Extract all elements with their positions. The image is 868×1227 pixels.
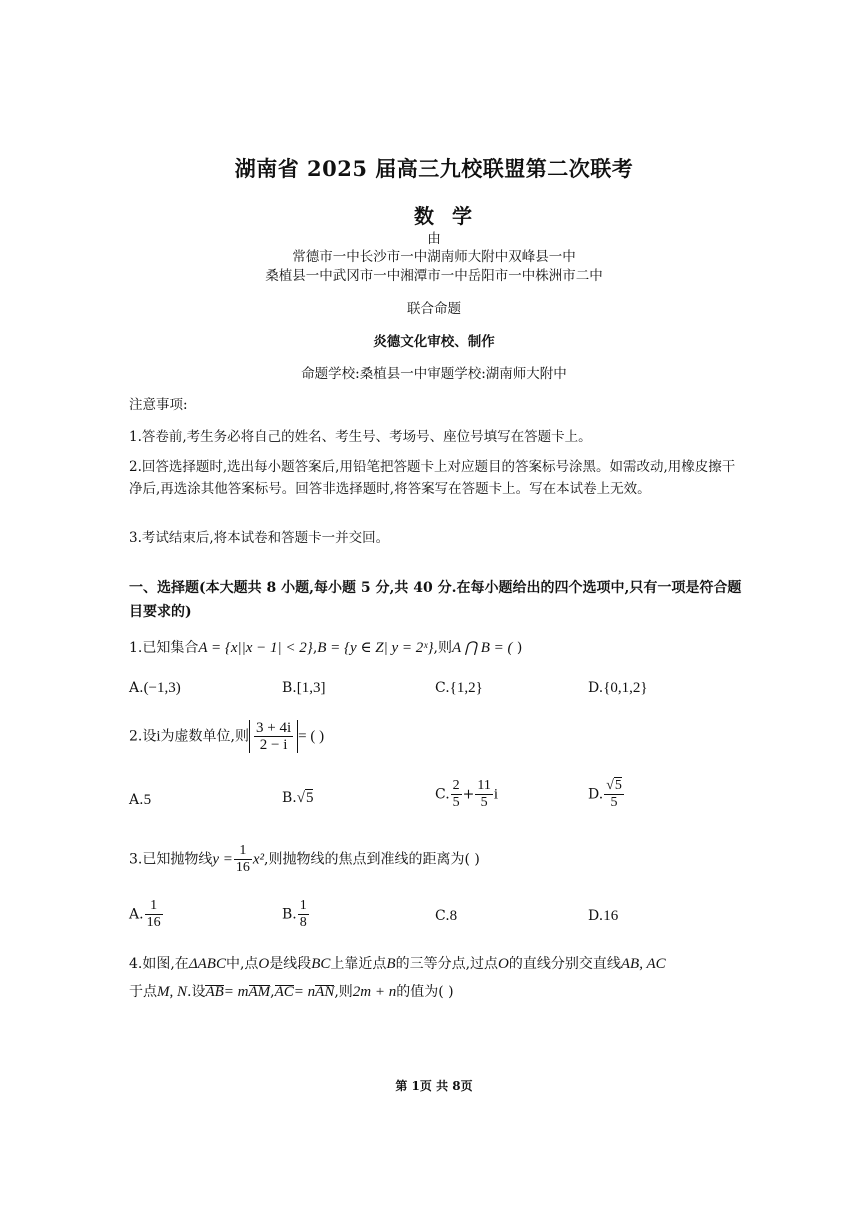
frac-num: 5 [614, 778, 622, 793]
q3-tail: ,则抛物线的焦点到准线的距离为( ) [264, 851, 480, 868]
q2-abs [249, 720, 298, 753]
option-label: C. [435, 786, 450, 803]
frac-den: 8 [299, 915, 307, 930]
question-4-line-2 [129, 981, 454, 1001]
q1-blank: ) [512, 640, 523, 656]
option-value: 5 [143, 792, 152, 808]
q4-text: 的值为( ) [396, 984, 454, 1000]
q4-comma: , [270, 984, 275, 1000]
q2-numerator: 3 + 4i [255, 720, 292, 736]
notes-heading: 注意事项: [129, 397, 188, 413]
option-value: 8 [449, 908, 458, 924]
q4-vector-am: AM [248, 984, 271, 1000]
q3-den: 16 [235, 860, 250, 875]
frac-num: 1 [299, 898, 307, 913]
note-item-3: 3.考试结束后,将本试卷和答题卡一并交回。 [129, 530, 390, 546]
question-1 [129, 637, 522, 657]
q2-option-a [129, 792, 151, 809]
q3-prefix: 3.已知抛物线 [129, 851, 213, 868]
q4-points-mn: M, N [157, 984, 187, 1000]
q1-mid: ,则 [433, 640, 452, 656]
q4-text: 4.如图,在 [129, 956, 189, 972]
option-value: [1,3] [296, 680, 326, 696]
joint-proposition: 联合命题 [407, 301, 461, 317]
q1-option-b [282, 680, 326, 697]
option-label: B. [282, 906, 297, 923]
q4-text: ,则 [334, 984, 353, 1000]
q2-i: i [156, 728, 161, 745]
option-label: A. [129, 680, 144, 696]
frac-den: 5 [452, 795, 460, 810]
q4-eq: = n [293, 984, 316, 1000]
q3-option-d [588, 908, 618, 925]
q4-expression: 2m + n [352, 984, 397, 1000]
q1-option-d [588, 680, 648, 697]
q1-prefix: 1.已知集合 [129, 640, 199, 656]
q2-tail: = ( ) [298, 728, 325, 745]
q2-option-d: D. $\frac{√5}{5}$ [588, 778, 622, 810]
option-value: 16 [603, 908, 619, 924]
frac-den: 16 [146, 915, 161, 930]
q4-eq: = m [223, 984, 249, 1000]
option-value: 5 [305, 790, 314, 806]
question-4-line-1 [129, 953, 666, 973]
option-label: D. [588, 786, 604, 803]
q4-segment-bc: BC [311, 956, 331, 972]
q3-option-a [129, 898, 164, 931]
q3-x2: x² [252, 851, 265, 868]
option-value: {0,1,2} [603, 680, 648, 696]
option-label: A. [129, 792, 144, 808]
frac-num: 11 [477, 778, 491, 793]
q1-option-a [129, 680, 181, 697]
frac-num: 2 [452, 778, 460, 793]
proposer-reviewer: 命题学校:桑植县一中审题学校:湖南师大附中 [301, 366, 567, 382]
frac-num: 1 [145, 898, 163, 915]
q4-text: .设 [187, 984, 206, 1000]
q4-text: 中,点 [225, 956, 259, 972]
note-item-2: 2.回答选择题时,选出每小题答案后,用铅笔把答题卡上对应题目的答案标号涂黑。如需改动,用橡皮擦干净后,再选涂其他答案标号。回答非选择题时,将答案写在答题卡上。写在本试卷上无效。 [129, 459, 736, 497]
q4-vector-ab: AB [205, 984, 224, 1000]
plus-sign: + [462, 786, 475, 803]
q4-text: 于点 [129, 984, 157, 1000]
q4-text: 的三等分点,过点 [395, 956, 499, 972]
q4-point-o: O [258, 956, 270, 972]
q4-lines-ab-ac: AB, AC [620, 956, 666, 972]
q2-denominator: 2 − i [259, 737, 288, 753]
q1-set-a: A = {x||x − 1| < 2} [198, 640, 313, 656]
schools-line-2: 桑植县一中武冈市一中湘潭市一中岳阳市一中株洲市二中 [265, 268, 603, 284]
question-3 [129, 843, 480, 876]
q1-expr: A ⋂ B = ( [452, 640, 513, 656]
option-label: D. [588, 680, 604, 696]
q3-num: 1 [234, 843, 252, 860]
q2-option-c [435, 778, 498, 811]
q4-point-b: B [386, 956, 396, 972]
option-value: (−1,3) [143, 680, 181, 696]
q3-y-eq: y = [212, 851, 233, 868]
schools-line-1: 常德市一中长沙市一中湖南师大附中双峰县一中 [292, 249, 576, 265]
q1-set-b: B = {y ∈ Z| y = 2ˣ} [317, 640, 434, 656]
exam-title: 湖南省 2025 届高三九校联盟第二次联考 [234, 156, 634, 181]
imag-unit: i [493, 786, 499, 803]
option-label: C. [435, 908, 450, 924]
q4-vector-ac: AC [274, 984, 294, 1000]
q4-vector-an: AN [315, 984, 335, 1000]
question-2 [129, 720, 324, 753]
q3-option-b [282, 898, 310, 931]
q4-triangle: ΔABC [188, 956, 226, 972]
frac-den: 5 [610, 795, 618, 810]
option-label: C. [435, 680, 450, 696]
q1-option-c [435, 680, 483, 697]
q2-prefix: 2.设 [129, 728, 157, 745]
option-label: D. [588, 908, 604, 924]
option-label: A. [129, 906, 144, 923]
section-heading: 一、选择题(本大题共 8 小题,每小题 5 分,共 40 分.在每小题给出的四个选项中,只有一项是符合题目要求的) [129, 580, 742, 620]
q2-middle: 为虚数单位,则 [160, 728, 249, 745]
by-label: 由 [427, 231, 441, 247]
subject-title: 数学 [414, 204, 490, 228]
q4-text: 的直线分别交直线 [508, 956, 621, 972]
production-note: 炎德文化审校、制作 [373, 334, 495, 350]
option-value: {1,2} [449, 680, 483, 696]
q4-text: 是线段 [269, 956, 312, 972]
q4-point-o: O [498, 956, 509, 972]
q3-option-c [435, 908, 457, 925]
note-item-1: 1.答卷前,考生务必将自己的姓名、考生号、考场号、座位号填写在答题卡上。 [129, 429, 592, 445]
frac-den: 5 [480, 795, 488, 810]
option-label: B. [282, 790, 297, 806]
q1-sep: , [312, 640, 318, 656]
option-label: B. [282, 680, 297, 696]
page-footer: 第 1页 共 8页 [395, 1079, 473, 1093]
q4-text: 上靠近点 [330, 956, 387, 972]
q2-option-b: B.√5 [282, 790, 314, 806]
